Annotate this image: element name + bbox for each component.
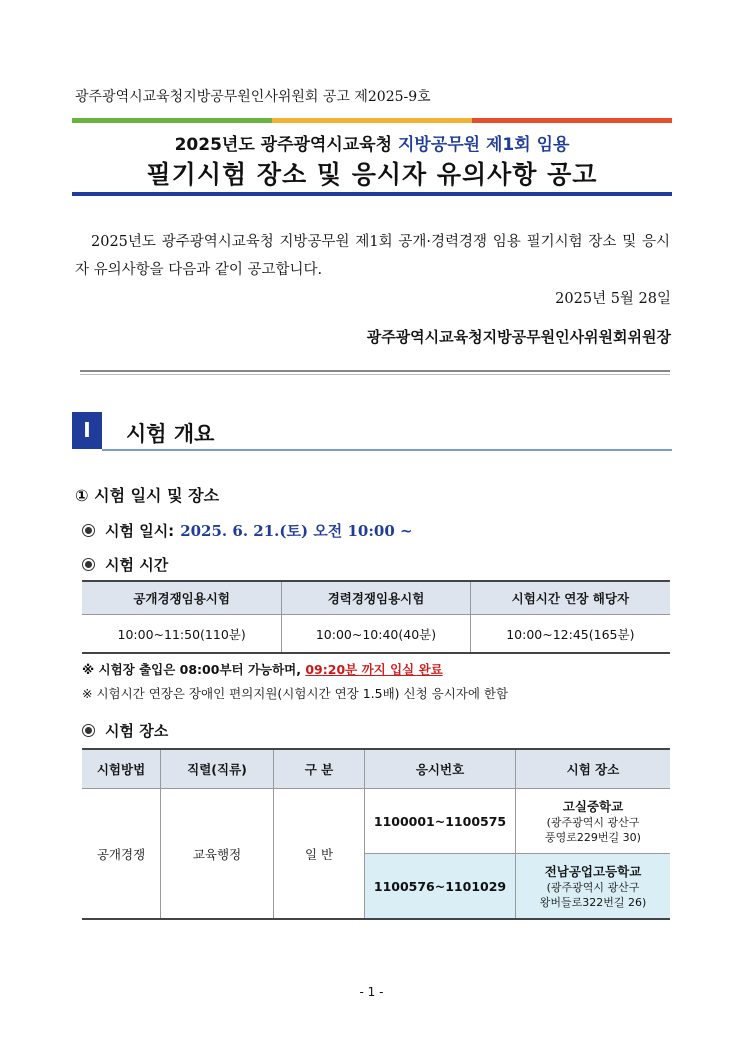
exam-location-cell [516, 854, 671, 920]
exam-time-heading [82, 554, 168, 575]
school-address-line: 왕버들로322번길 26) [539, 896, 647, 909]
exam-location-cell [516, 789, 671, 854]
title-underline [72, 192, 672, 196]
table-cell: 10:00~11:50(110분) [82, 615, 282, 654]
school-name: 고실중학교 [562, 799, 624, 814]
extension-note: ※ 시험시간 연장은 장애인 편의지원(시험시간 연장 1.5배) 신청 응시자에 한함 [82, 686, 509, 701]
table-header: 시험방법 [82, 749, 161, 789]
exam-datetime [82, 520, 413, 541]
exam-time-table [82, 580, 670, 654]
title-line-1 [72, 130, 672, 155]
separator [80, 370, 670, 372]
applicant-range-cell: 1100001~1100575 [365, 789, 516, 854]
bullet-icon [82, 724, 95, 737]
signer: 광주광역시교육청지방공무원인사위원회위원장 [366, 328, 671, 346]
table-row [82, 789, 670, 854]
school-address-line: (광주광역시 광산구 [546, 881, 640, 894]
title-line-1-prefix: 2025년도 광주광역시교육청 [174, 135, 398, 155]
notice-number: 광주광역시교육청지방공무원인사위원회 공고 제2025-9호 [75, 89, 431, 105]
title-color-bar [72, 118, 672, 123]
color-bar-orange [472, 118, 672, 123]
school-name: 전남공업고등학교 [544, 864, 642, 879]
exam-time-label: 시험 시간 [105, 556, 169, 574]
exam-datetime-label: 시험 일시: [105, 522, 175, 540]
entry-note-highlight: 09:20분 까지 입실 완료 [305, 662, 443, 677]
exam-place-heading [82, 720, 168, 741]
table-cell: 10:00~10:40(40분) [282, 615, 470, 654]
entry-note-text: ※ 시험장 출입은 08:00부터 가능하며, [82, 662, 306, 677]
table-header: 구 분 [274, 749, 365, 789]
page-number: - 1 - [359, 985, 384, 999]
color-bar-green [72, 118, 272, 123]
exam-datetime-value: 2025. 6. 21.(토) 오전 10:00 ~ [180, 522, 413, 540]
subsection-title: ① 시험 일시 및 장소 [75, 486, 220, 505]
table-header: 경력경쟁임용시험 [282, 581, 470, 615]
exam-category-cell: 일 반 [274, 789, 365, 920]
table-row [82, 615, 670, 654]
section-underline [102, 449, 672, 451]
table-header-row [82, 581, 670, 615]
exam-method-cell: 공개경쟁 [82, 789, 161, 920]
exam-place-label: 시험 장소 [105, 722, 169, 740]
color-bar-yellow [272, 118, 472, 123]
intro-paragraph: 2025년도 광주광역시교육청 지방공무원 제1회 공개·경력경쟁 임용 필기시험 장소 및 응시자 유의사항을 다음과 같이 공고합니다. [75, 234, 670, 278]
entry-note [82, 660, 443, 678]
separator [80, 374, 670, 375]
bullet-icon [82, 524, 95, 537]
bullet-icon [82, 558, 95, 571]
school-address-line: (광주광역시 광산구 [546, 816, 640, 829]
table-header: 시험시간 연장 해당자 [470, 581, 670, 615]
table-cell: 10:00~12:45(165분) [470, 615, 670, 654]
table-header-row [82, 749, 670, 789]
section-number-box: Ⅰ [72, 412, 102, 449]
notice-date: 2025년 5월 28일 [555, 291, 671, 307]
applicant-range-cell: 1100576~1101029 [365, 854, 516, 920]
title-line-2: 필기시험 장소 및 응시자 유의사항 공고 [146, 160, 598, 189]
table-header: 직렬(직류) [161, 749, 274, 789]
exam-place-table [82, 748, 670, 920]
table-header: 공개경쟁임용시험 [82, 581, 282, 615]
table-header: 시험 장소 [516, 749, 671, 789]
title-line-1-highlight: 지방공무원 제1회 임용 [397, 135, 570, 155]
section-title: 시험 개요 [126, 422, 215, 446]
table-header: 응시번호 [365, 749, 516, 789]
exam-series-cell: 교육행정 [161, 789, 274, 920]
school-address-line: 풍영로229번길 30) [545, 831, 641, 844]
